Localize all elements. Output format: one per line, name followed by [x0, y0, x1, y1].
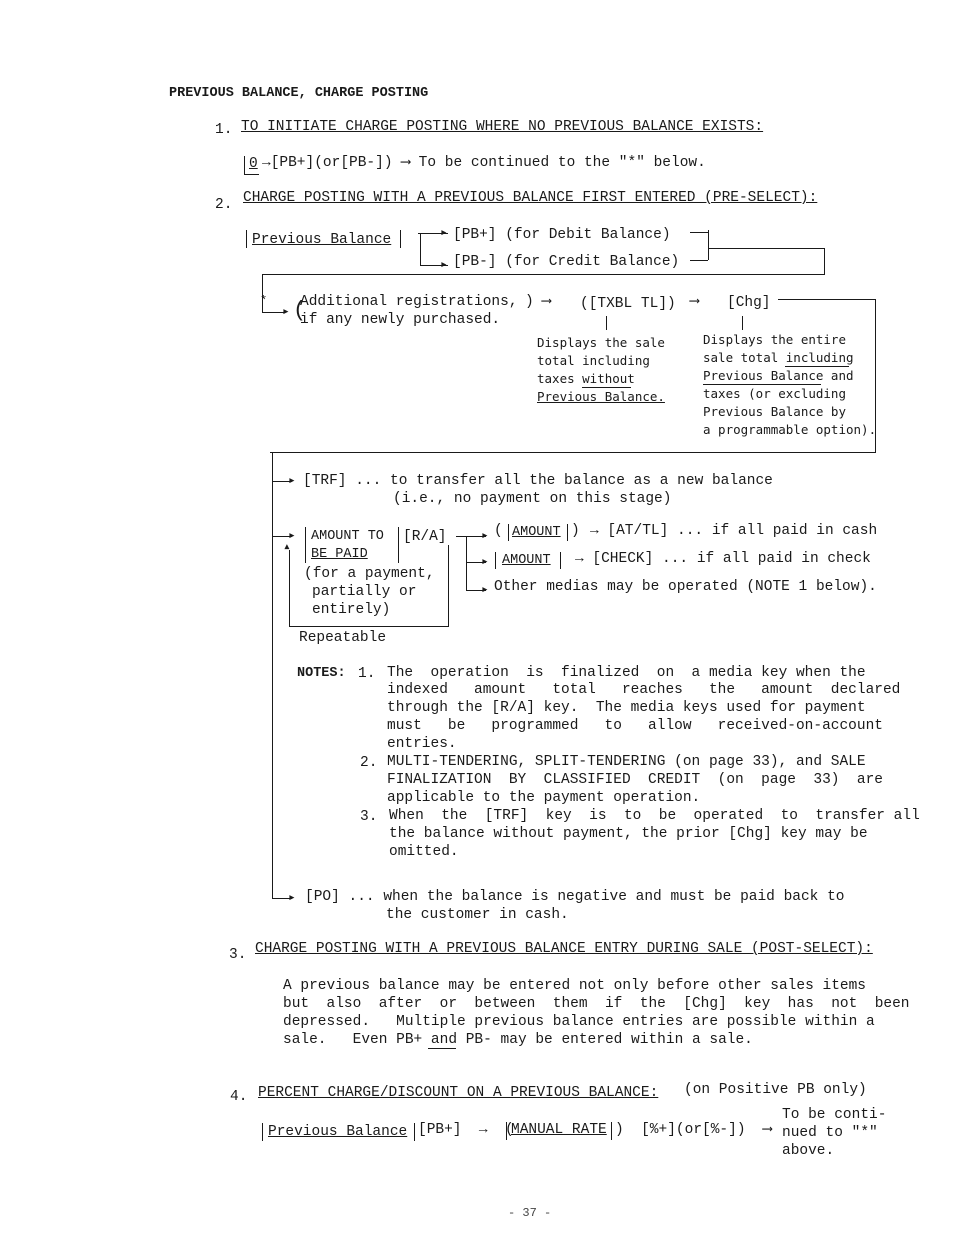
note-3-number: 3.	[360, 809, 378, 825]
chg-desc-6: a programmable option).	[703, 422, 877, 437]
chg-key: [Chg]	[727, 295, 771, 311]
check-amount-key: AMOUNT	[502, 553, 551, 568]
section-3-line-4: sale. Even PB+ and PB- may be entered within a sale.	[283, 1032, 753, 1048]
s4-pb-plus: [PB+] → (	[418, 1122, 514, 1138]
page-title: PREVIOUS BALANCE, CHARGE POSTING	[169, 86, 429, 101]
arrow-icon: ▸	[440, 225, 448, 240]
txbl-desc-3: taxes without	[537, 371, 635, 386]
note-1-line-2: indexed amount total reaches the amount declared	[387, 682, 901, 698]
note-1-line-1: The operation is finalized on a media key when the	[387, 665, 866, 681]
continued-2: nued to "*"	[782, 1125, 878, 1141]
notes-label: NOTES:	[297, 666, 346, 681]
page-number: - 37 -	[508, 1206, 552, 1220]
continued-3: above.	[782, 1143, 835, 1159]
pb-plus-key: [PB+] (for Debit Balance)	[453, 227, 671, 243]
txbl-desc-2: total including	[537, 353, 650, 368]
chg-desc-1: Displays the entire	[703, 332, 846, 347]
section-2-number: 2.	[215, 197, 233, 213]
s4-previous-balance-key: Previous Balance	[268, 1124, 408, 1140]
section-1-heading: TO INITIATE CHARGE POSTING WHERE NO PREVIOUS BALANCE EXISTS:	[241, 119, 764, 135]
chg-desc-3: Previous Balance and	[703, 368, 854, 383]
arrow-icon: ▸	[481, 582, 489, 597]
for-payment-2: partially or	[312, 584, 417, 600]
note-1-line-5: entries.	[387, 736, 457, 752]
section-4-heading-note: (on Positive PB only)	[684, 1082, 867, 1098]
note-2-number: 2.	[360, 755, 378, 771]
for-payment-3: entirely)	[312, 602, 391, 618]
note-2-line-3: applicable to the payment operation.	[387, 790, 701, 806]
arrow-icon: ▸	[481, 528, 489, 543]
repeatable-label: Repeatable	[299, 630, 387, 646]
note-3-line-1: When the [TRF] key is to be operated to transfer all	[389, 808, 920, 824]
txbl-tl-key: ([TXBL TL])	[580, 296, 676, 312]
section-3-number: 3.	[229, 947, 247, 963]
for-payment-1: (for a payment,	[304, 566, 435, 582]
note-2-line-1: MULTI-TENDERING, SPLIT-TENDERING (on page 33), and SALE	[387, 754, 866, 770]
section-3-line-2: but also after or between them if the [Chg] key has not been	[283, 996, 910, 1012]
section-4-heading: PERCENT CHARGE/DISCOUNT ON A PREVIOUS BALANCE:	[258, 1085, 659, 1101]
cash-line: → [AT/TL] ... if all paid in cash	[590, 523, 878, 539]
be-paid-key: BE PAID	[311, 547, 368, 562]
section-3-line-3: depressed. Multiple previous balance entries are possible within a	[283, 1014, 875, 1030]
section-1-number: 1.	[215, 122, 233, 138]
note-2-line-2: FINALIZATION BY CLASSIFIED CREDIT (on page 33) are	[387, 772, 883, 788]
section-3-line-1: A previous balance may be entered not only before other sales items	[283, 978, 866, 994]
chg-desc-2: sale total including	[703, 350, 854, 365]
section-1-sequence: →[PB+](or[PB-]) ⟶ To be continued to the "*" below.	[262, 155, 706, 171]
arrow-icon: ▸	[440, 257, 448, 272]
additional-registrations-line-1: Additional registrations,	[300, 294, 518, 310]
manual-rate-key: MANUAL RATE	[511, 1122, 607, 1138]
arrow-icon: ▸	[288, 473, 296, 488]
po-line-1: [PO] ... when the balance is negative and must be paid back to	[305, 889, 845, 905]
arrow-icon: ▸	[288, 528, 296, 543]
arrow-up-icon: ▴	[283, 539, 291, 554]
chg-desc-5: Previous Balance by	[703, 404, 846, 419]
txbl-desc-4: Previous Balance.	[537, 389, 665, 404]
ra-key: [R/A]	[403, 529, 447, 545]
note-1-line-4: must be programmed to allow received-on-account	[387, 718, 883, 734]
key-zero: 0	[249, 156, 258, 172]
trf-line-2: (i.e., no payment on this stage)	[393, 491, 672, 507]
section-4-number: 4.	[230, 1089, 248, 1105]
note-1-line-3: through the [R/A] key. The media keys used for payment	[387, 700, 866, 716]
note-1-number: 1.	[358, 666, 376, 682]
arrow-icon: ▸	[481, 554, 489, 569]
cash-amount-key: AMOUNT	[512, 525, 561, 540]
note-3-line-2: the balance without payment, the prior [Chg] key may be	[389, 826, 868, 842]
po-line-2: the customer in cash.	[386, 907, 569, 923]
previous-balance-key: Previous Balance	[252, 232, 392, 248]
check-line: → [CHECK] ... if all paid in check	[575, 551, 871, 567]
arrow-icon: ▸	[288, 890, 296, 905]
additional-registrations-line-2: if any newly purchased.	[300, 312, 501, 328]
note-3-line-3: omitted.	[389, 844, 459, 860]
txbl-desc-1: Displays the sale	[537, 335, 665, 350]
s4-rest: ) [%+](or[%-]) ⟶	[615, 1122, 772, 1138]
section-2-heading: CHARGE POSTING WITH A PREVIOUS BALANCE FIRST ENTERED (PRE-SELECT):	[243, 190, 818, 206]
trf-line-1: [TRF] ... to transfer all the balance as a new balance	[303, 473, 773, 489]
pb-minus-key: [PB-] (for Credit Balance)	[453, 254, 680, 270]
star-marker: *	[260, 294, 268, 308]
other-medias-line: Other medias may be operated (NOTE 1 below).	[494, 579, 877, 595]
amount-to-key: AMOUNT TO	[311, 529, 384, 544]
continued-1: To be conti-	[782, 1107, 887, 1123]
arrow-icon: ▸	[282, 304, 290, 319]
section-3-heading: CHARGE POSTING WITH A PREVIOUS BALANCE ENTRY DURING SALE (POST-SELECT):	[255, 941, 873, 957]
chg-desc-4: taxes (or excluding	[703, 386, 846, 401]
